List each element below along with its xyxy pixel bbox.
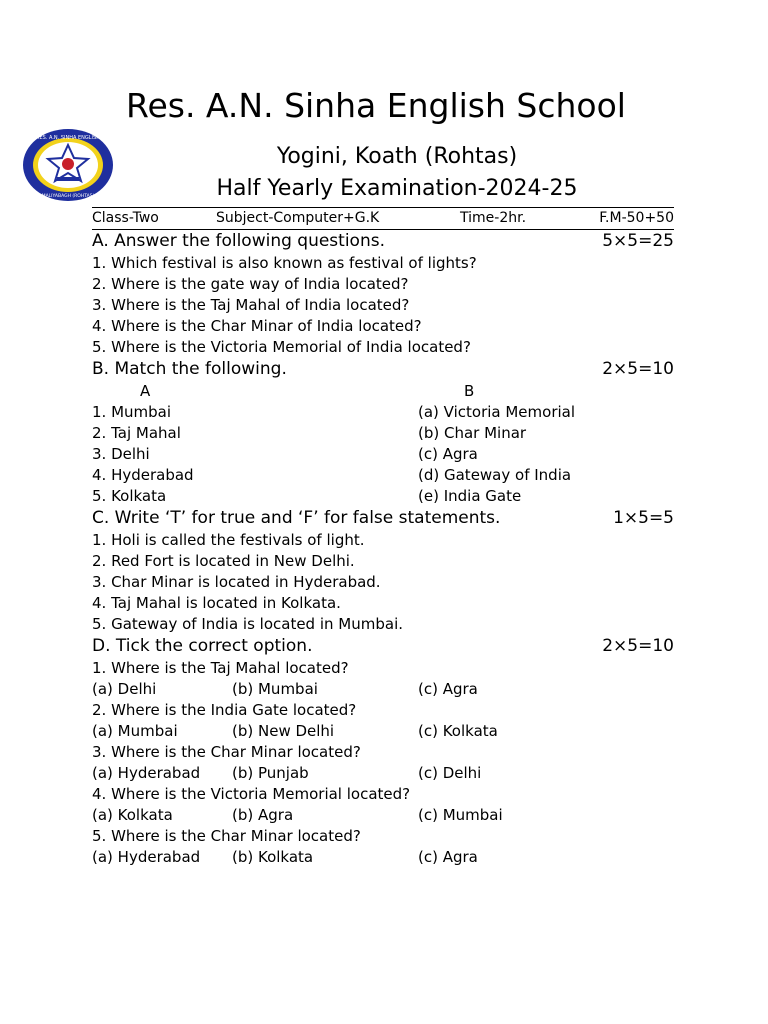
section-c-statement: 5. Gateway of India is located in Mumbai. <box>92 615 404 633</box>
option-b: (b) Mumbai <box>232 680 318 698</box>
option-b: (b) Agra <box>232 806 294 824</box>
section-d-heading <box>92 635 674 658</box>
option-c: (c) Kolkata <box>418 722 498 740</box>
option-b: (b) Kolkata <box>232 848 314 866</box>
match-row <box>92 402 674 423</box>
match-row <box>92 444 674 465</box>
exam-title: Half Yearly Examination-2024-25 <box>216 176 578 201</box>
option-c: (c) Agra <box>418 848 478 866</box>
section-a-question: 4. Where is the Char Minar of India located? <box>92 317 422 335</box>
full-marks-label: F.M-50+50 <box>599 210 674 226</box>
option-row <box>92 847 674 868</box>
option-b: (b) New Delhi <box>232 722 335 740</box>
option-a: (a) Hyderabad <box>92 848 201 866</box>
option-a: (a) Kolkata <box>92 806 173 824</box>
section-d-question: 3. Where is the Char Minar located? <box>92 743 361 761</box>
section-c-marks: 1×5=5 <box>613 508 674 528</box>
match-item-b: (d) Gateway of India <box>418 466 572 484</box>
section-b-marks: 2×5=10 <box>602 359 674 379</box>
option-row <box>92 721 674 742</box>
section-d-question: 1. Where is the Taj Mahal located? <box>92 659 349 677</box>
section-c-statement: 1. Holi is called the festivals of light. <box>92 531 365 549</box>
section-b-heading <box>92 358 674 381</box>
section-c-heading <box>92 507 674 530</box>
section-a-question: 1. Which festival is also known as festival of lights? <box>92 254 477 272</box>
match-item-b: (c) Agra <box>418 445 478 463</box>
option-a: (a) Hyderabad <box>92 764 201 782</box>
match-item-a: 1. Mumbai <box>92 403 172 421</box>
section-c-statement: 3. Char Minar is located in Hyderabad. <box>92 573 381 591</box>
option-row <box>92 805 674 826</box>
match-item-a: 3. Delhi <box>92 445 150 463</box>
section-a-question: 3. Where is the Taj Mahal of India located? <box>92 296 410 314</box>
subject-label: Subject-Computer+G.K <box>216 210 380 226</box>
section-c-statement: 2. Red Fort is located in New Delhi. <box>92 552 355 570</box>
section-d-marks: 2×5=10 <box>602 636 674 656</box>
section-c-statement: 4. Taj Mahal is located in Kolkata. <box>92 594 341 612</box>
match-item-a: 5. Kolkata <box>92 487 167 505</box>
section-c-title: C. Write ‘T’ for true and ‘F’ for false statements. <box>92 508 501 528</box>
section-d-title: D. Tick the correct option. <box>92 636 313 656</box>
section-d-question: 4. Where is the Victoria Memorial located? <box>92 785 411 803</box>
section-d-question: 2. Where is the India Gate located? <box>92 701 357 719</box>
option-a: (a) Mumbai <box>92 722 178 740</box>
school-logo <box>22 128 114 202</box>
svg-text:MALIYABAGH (ROHTAS): MALIYABAGH (ROHTAS) <box>41 194 95 199</box>
section-a-title: A. Answer the following questions. <box>92 231 385 251</box>
section-a-marks: 5×5=25 <box>602 231 674 251</box>
column-b-header: B <box>464 382 475 400</box>
school-name: Res. A.N. Sinha English School <box>126 86 626 125</box>
match-item-b: (e) India Gate <box>418 487 522 505</box>
match-item-a: 4. Hyderabad <box>92 466 194 484</box>
match-column-headers <box>92 381 674 402</box>
school-address: Yogini, Koath (Rohtas) <box>276 144 518 169</box>
match-row <box>92 486 674 507</box>
section-d-question: 5. Where is the Char Minar located? <box>92 827 361 845</box>
column-a-header: A <box>140 382 151 400</box>
exam-content <box>92 230 674 868</box>
match-item-a: 2. Taj Mahal <box>92 424 181 442</box>
svg-text:RES. A.N. SINHA ENGLISH: RES. A.N. SINHA ENGLISH <box>36 135 100 141</box>
option-b: (b) Punjab <box>232 764 309 782</box>
section-a-question: 2. Where is the gate way of India located? <box>92 275 409 293</box>
option-c: (c) Agra <box>418 680 478 698</box>
option-row <box>92 679 674 700</box>
section-b-title: B. Match the following. <box>92 359 287 379</box>
match-item-b: (b) Char Minar <box>418 424 527 442</box>
option-c: (c) Mumbai <box>418 806 503 824</box>
option-c: (c) Delhi <box>418 764 482 782</box>
option-row <box>92 763 674 784</box>
match-row <box>92 423 674 444</box>
time-label: Time-2hr. <box>460 210 527 226</box>
option-a: (a) Delhi <box>92 680 157 698</box>
match-item-b: (a) Victoria Memorial <box>418 403 576 421</box>
match-row <box>92 465 674 486</box>
section-a-heading <box>92 230 674 253</box>
exam-info-row <box>92 208 674 228</box>
class-label: Class-Two <box>92 210 159 226</box>
section-a-question: 5. Where is the Victoria Memorial of India located? <box>92 338 471 356</box>
